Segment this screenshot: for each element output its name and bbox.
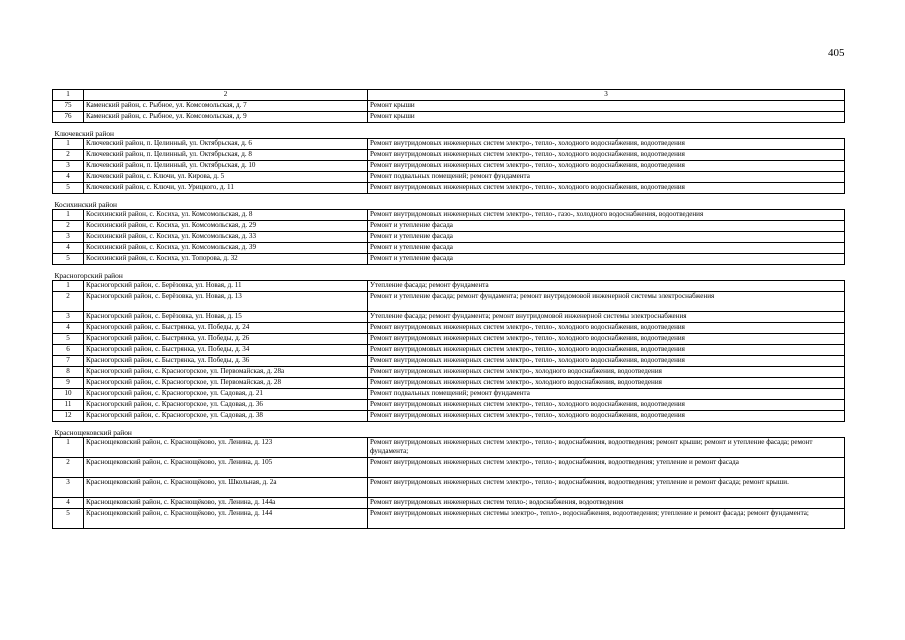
- row-number: 2: [53, 150, 84, 161]
- row-number: 2: [53, 458, 84, 478]
- row-work: Ремонт внутридомовых инженерных систем электро-, тепло-, холодного водоснабжения, водоотведения: [368, 356, 845, 367]
- row-number: 10: [53, 389, 84, 400]
- row-address: Красногорский район, с. Быстрянка, ул. Победы, д. 26: [84, 334, 368, 345]
- row-address: Красногорский район, с. Берёзовка, ул. Новая, д. 15: [84, 312, 368, 323]
- table-row: [53, 378, 845, 389]
- row-work: Ремонт внутридомовых инженерных систем электро-, тепло-, холодного водоснабжения, водоотведения: [368, 183, 845, 194]
- row-number: 6: [53, 345, 84, 356]
- row-address: Косихинский район, с. Косиха, ул. Комсомольская, д. 8: [84, 210, 368, 221]
- table-row: [53, 478, 845, 498]
- row-work: Ремонт внутридомовых инженерных систем электро-, тепло-, холодного водоснабжения, водоотведения: [368, 400, 845, 411]
- row-address: Косихинский район, с. Косиха, ул. Комсомольская, д. 29: [84, 221, 368, 232]
- row-number: 4: [53, 243, 84, 254]
- row-address: Краснощековский район, с. Краснощёково, ул. Ленина, д. 144а: [84, 498, 368, 509]
- section-header-row: [53, 194, 845, 210]
- row-work: Ремонт и утепление фасада: [368, 221, 845, 232]
- section-title: Косихинский район: [54, 200, 117, 209]
- row-address: Ключевский район, п. Целинный, ул. Октябрьская, д. 10: [84, 161, 368, 172]
- table-row: [53, 312, 845, 323]
- row-number: 1: [53, 210, 84, 221]
- section-header-row: [53, 265, 845, 281]
- table-row: [53, 243, 845, 254]
- row-number: 4: [53, 172, 84, 183]
- row-work: Ремонт внутридомовых инженерных систем электро-, тепло-, холодного водоснабжения, водоотведения: [368, 150, 845, 161]
- table-row: [53, 139, 845, 150]
- row-work: Ремонт и утепление фасада; ремонт фундамента; ремонт внутридомовой инженерной системы электроснабжения: [368, 292, 845, 312]
- row-work: Ремонт крыши: [368, 101, 845, 112]
- section-title-cell: [53, 422, 845, 438]
- table-row: [53, 389, 845, 400]
- table-row: [53, 323, 845, 334]
- row-work: Ремонт подвальных помещений; ремонт фундамента: [368, 172, 845, 183]
- section-title-cell: [53, 123, 845, 139]
- table-row: [53, 509, 845, 529]
- table-row: [53, 183, 845, 194]
- column-header: 3: [368, 90, 845, 101]
- row-address: Красногорский район, с. Красногорское, ул. Первомайская, д. 28а: [84, 367, 368, 378]
- row-address: Красногорский район, с. Красногорское, ул. Садовая, д. 38: [84, 411, 368, 422]
- section-header-row: [53, 422, 845, 438]
- row-number: 2: [53, 292, 84, 312]
- row-address: Косихинский район, с. Косиха, ул. Комсомольская, д. 33: [84, 232, 368, 243]
- row-address: Красногорский район, с. Красногорское, ул. Первомайская, д. 28: [84, 378, 368, 389]
- row-number: 1: [53, 281, 84, 292]
- row-work: Ремонт внутридомовых инженерных систем электро-, тепло-, холодного водоснабжения, водоотведения: [368, 323, 845, 334]
- table-header-row: [53, 90, 845, 101]
- row-address: Ключевский район, с. Ключи, ул. Кирова, д. 5: [84, 172, 368, 183]
- table-row: [53, 400, 845, 411]
- row-number: 11: [53, 400, 84, 411]
- row-number: 1: [53, 139, 84, 150]
- row-address: Краснощековский район, с. Краснощёково, ул. Ленина, д. 105: [84, 458, 368, 478]
- row-number: 5: [53, 334, 84, 345]
- table-row: [53, 161, 845, 172]
- row-work: Ремонт внутридомовых инженерных систем электро-, тепло-, холодного водоснабжения, водоотведения: [368, 345, 845, 356]
- table-row: [53, 150, 845, 161]
- row-number: 4: [53, 323, 84, 334]
- table-row: [53, 172, 845, 183]
- row-number: 4: [53, 498, 84, 509]
- row-work: Ремонт внутридомовых инженерных систем электро-, тепло-, холодного водоснабжения, водоотведения: [368, 334, 845, 345]
- section-title: Красногорский район: [54, 271, 123, 280]
- section-title: Краснощековский район: [54, 428, 132, 437]
- table-body: [53, 90, 845, 529]
- section-title-cell: [53, 194, 845, 210]
- row-work: Ремонт крыши: [368, 112, 845, 123]
- row-address: Красногорский район, с. Быстрянка, ул. Победы, д. 34: [84, 345, 368, 356]
- row-address: Краснощековский район, с. Краснощёково, ул. Ленина, д. 144: [84, 509, 368, 529]
- row-address: Красногорский район, с. Быстрянка, ул. Победы, д. 24: [84, 323, 368, 334]
- row-address: Косихинский район, с. Косиха, ул. Топорова, д. 32: [84, 254, 368, 265]
- row-number: 3: [53, 161, 84, 172]
- row-address: Краснощековский район, с. Краснощёково, ул. Ленина, д. 123: [84, 438, 368, 458]
- row-address: Ключевский район, с. Ключи, ул. Урицкого, д. 11: [84, 183, 368, 194]
- row-work: Ремонт и утепление фасада: [368, 232, 845, 243]
- row-work: Ремонт подвальных помещений; ремонт фундамента: [368, 389, 845, 400]
- row-address: Каменский район, с. Рыбное, ул. Комсомольская, д. 9: [84, 112, 368, 123]
- row-work: Ремонт внутридомовых инженерных систем электро-, тепло-, газо-, холодного водоснабжения, водоотведения: [368, 210, 845, 221]
- table-row: [53, 458, 845, 478]
- row-number: 5: [53, 254, 84, 265]
- column-header: 1: [53, 90, 84, 101]
- section-header-row: [53, 123, 845, 139]
- table-row: [53, 210, 845, 221]
- row-number: 3: [53, 478, 84, 498]
- row-number: 3: [53, 232, 84, 243]
- row-number: 1: [53, 438, 84, 458]
- row-number: 2: [53, 221, 84, 232]
- row-work: Ремонт внутридомовых инженерных систем электро-, тепло-; водоснабжения, водоотведения; утепление и ремонт фасада: [368, 458, 845, 478]
- row-address: Ключевский район, п. Целинный, ул. Октябрьская, д. 8: [84, 150, 368, 161]
- row-work: Ремонт внутридомовых инженерных систем электро-, холодного водоснабжения, водоотведения: [368, 367, 845, 378]
- row-address: Ключевский район, п. Целинный, ул. Октябрьская, д. 6: [84, 139, 368, 150]
- row-address: Каменский район, с. Рыбное, ул. Комсомольская, д. 7: [84, 101, 368, 112]
- row-work: Ремонт и утепление фасада: [368, 243, 845, 254]
- table-row: [53, 498, 845, 509]
- table-row: [53, 112, 845, 123]
- section-title-cell: [53, 265, 845, 281]
- row-number: 9: [53, 378, 84, 389]
- row-number: 12: [53, 411, 84, 422]
- table-row: [53, 356, 845, 367]
- row-number: 75: [53, 101, 84, 112]
- row-address: Красногорский район, с. Берёзовка, ул. Новая, д. 13: [84, 292, 368, 312]
- row-address: Красногорский район, с. Красногорское, ул. Садовая, д. 36: [84, 400, 368, 411]
- row-number: 76: [53, 112, 84, 123]
- row-work: Ремонт внутридомовых инженерных систем электро-, тепло-; водоснабжения, водоотведения; утепление и ремонт фасада; ремонт крыши.: [368, 478, 845, 498]
- row-work: Ремонт внутридомовых инженерных систем электро-, тепло-, холодного водоснабжения, водоотведения: [368, 161, 845, 172]
- row-work: Ремонт и утепление фасада: [368, 254, 845, 265]
- row-address: Косихинский район, с. Косиха, ул. Комсомольская, д. 39: [84, 243, 368, 254]
- row-number: 5: [53, 183, 84, 194]
- row-work: Ремонт внутридомовых инженерных систем электро-, тепло-, холодного водоснабжения, водоотведения: [368, 139, 845, 150]
- table-row: [53, 438, 845, 458]
- row-work: Утепление фасада; ремонт фундамента; ремонт внутридомовой инженерной системы электроснабжения: [368, 312, 845, 323]
- row-address: Красногорский район, с. Красногорское, ул. Садовая, д. 21: [84, 389, 368, 400]
- row-address: Краснощековский район, с. Краснощёково, ул. Школьная, д. 2а: [84, 478, 368, 498]
- table-row: [53, 367, 845, 378]
- row-address: Красногорский район, с. Быстрянка, ул. Победы, д. 36: [84, 356, 368, 367]
- table-row: [53, 334, 845, 345]
- row-work: Утепление фасада; ремонт фундамента: [368, 281, 845, 292]
- section-title: Ключевский район: [54, 129, 115, 138]
- column-header: 2: [84, 90, 368, 101]
- table-row: [53, 281, 845, 292]
- page-number: 405: [828, 47, 845, 59]
- row-number: 5: [53, 509, 84, 529]
- row-work: Ремонт внутридомовых инженерных систем электро-, холодного водоснабжения, водоотведения: [368, 378, 845, 389]
- table-row: [53, 254, 845, 265]
- row-number: 8: [53, 367, 84, 378]
- row-work: Ремонт внутридомовых инженерных систем электро-, тепло-; водоснабжения, водоотведения; ремонт крыши; ремонт и утепление фасада; ремонт фундамента;: [368, 438, 845, 458]
- repair-schedule-table: [52, 89, 845, 529]
- table-row: [53, 345, 845, 356]
- table-row: [53, 411, 845, 422]
- table-row: [53, 101, 845, 112]
- table-row: [53, 232, 845, 243]
- row-work: Ремонт внутридомовых инженерных систем тепло-; водоснабжения, водоотведения: [368, 498, 845, 509]
- row-number: 7: [53, 356, 84, 367]
- table-row: [53, 221, 845, 232]
- row-work: Ремонт внутридомовых инженерных систем электро-, тепло-, холодного водоснабжения, водоотведения: [368, 411, 845, 422]
- row-address: Красногорский район, с. Берёзовка, ул. Новая, д. 11: [84, 281, 368, 292]
- row-work: Ремонт внутридомовых инженерных системы электро-, тепло-, водоснабжения, водоотведения; утепление и ремонт фасада; ремонт фундамента;: [368, 509, 845, 529]
- table-row: [53, 292, 845, 312]
- row-number: 3: [53, 312, 84, 323]
